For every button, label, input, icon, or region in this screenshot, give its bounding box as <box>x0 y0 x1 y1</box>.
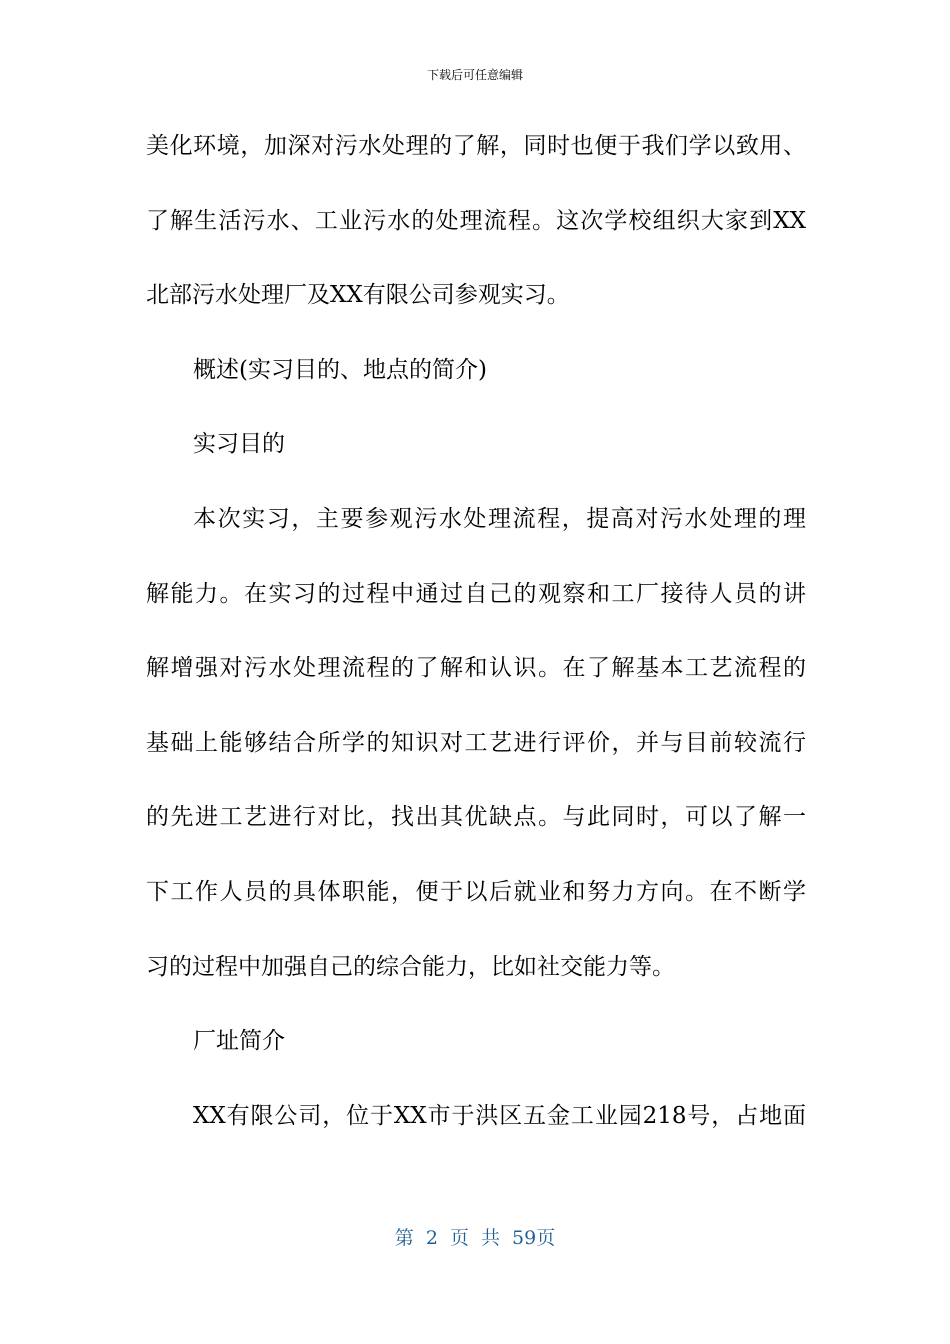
paragraph-line: 北部污水处理厂及XX有限公司参观实习。 <box>146 282 570 309</box>
page-number-footer: 第 2 页 共 59页 <box>394 1227 556 1249</box>
paragraph-line: 习的过程中加强自己的综合能力，比如社交能力等。 <box>146 953 675 980</box>
paragraph-line: 下工作人员的具体职能，便于以后就业和努力方向。在不断学 <box>146 878 806 905</box>
section-heading: 厂址简介 <box>193 1028 285 1055</box>
page-header: 下载后可任意编辑 <box>426 68 523 82</box>
paragraph-line: XX有限公司，位于XX市于洪区五金工业园218号，占地面 <box>193 1102 806 1129</box>
paragraph-line: 解增强对污水处理流程的了解和认识。在了解基本工艺流程的 <box>146 655 806 682</box>
section-heading: 实习目的 <box>193 431 285 458</box>
section-heading: 概述(实习目的、地点的简介) <box>193 356 487 383</box>
paragraph-line: 本次实习，主要参观污水处理流程，提高对污水处理的理 <box>193 505 806 532</box>
paragraph-line: 美化环境，加深对污水处理的了解，同时也便于我们学以致用、 <box>146 133 806 159</box>
document-body <box>146 126 806 1170</box>
paragraph-line: 解能力。在实习的过程中通过自己的观察和工厂接待人员的讲 <box>146 580 806 607</box>
paragraph-line: 基础上能够结合所学的知识对工艺进行评价，并与目前较流行 <box>146 729 806 756</box>
paragraph-line: 的先进工艺进行对比，找出其优缺点。与此同时，可以了解一 <box>146 804 806 831</box>
paragraph-line: 了解生活污水、工业污水的处理流程。这次学校组织大家到XX <box>146 207 806 234</box>
